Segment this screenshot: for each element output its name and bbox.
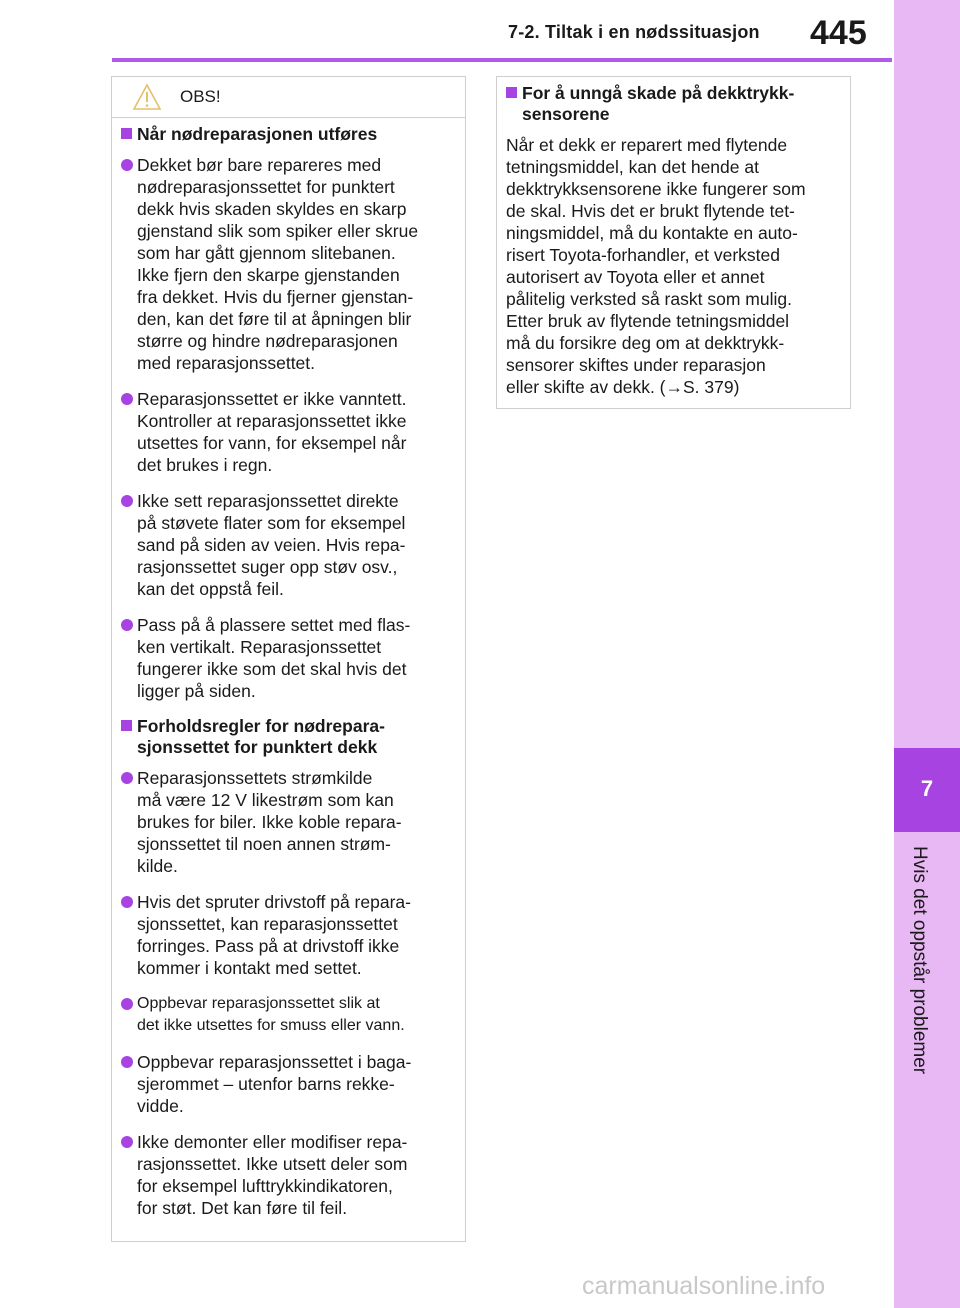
list-item: [121, 891, 455, 979]
heading-text: Når nødreparasjonen utføres: [137, 124, 378, 144]
watermark: carmanualsonline.info: [582, 1272, 826, 1300]
list-item: [121, 767, 455, 877]
chapter-side-tab: [894, 0, 960, 1308]
list-item: [121, 388, 455, 476]
caution-label: OBS!: [180, 87, 221, 106]
round-bullet-icon: [121, 619, 133, 631]
heading-text: Forholdsregler for nødrepara- sjonssettet for punktert dekk: [137, 716, 385, 757]
list-item-text: Reparasjonssettet er ikke vanntett. Kontroller at reparasjonssettet ikke utsettes for vann, for eksempel når det brukes i regn.: [137, 389, 407, 475]
section-heading: [121, 124, 455, 145]
list-item: [121, 1131, 455, 1219]
list-item-text: Oppbevar reparasjonssettet i baga- sjerommet – utenfor barns rekke- vidde.: [137, 1052, 412, 1116]
round-bullet-icon: [121, 1136, 133, 1148]
list-item-text: Pass på å plassere settet med flas- ken vertikalt. Reparasjonssettet fungerer ikke som det skal hvis det ligger på siden.: [137, 615, 411, 701]
list-item: [121, 490, 455, 600]
round-bullet-icon: [121, 393, 133, 405]
section-heading: [506, 83, 840, 125]
square-bullet-icon: [121, 128, 132, 139]
list-item: [121, 154, 455, 374]
warning-triangle-icon: [132, 83, 162, 116]
section-title: 7-2. Tiltak i en nødssituasjon: [508, 22, 760, 42]
section-heading: [121, 716, 455, 758]
round-bullet-icon: [121, 772, 133, 784]
list-item-text: Dekket bør bare repareres med nødreparasjonssettet for punktert dekk hvis skaden skyldes en skarp gjenstand slik som spiker eller skrue som har gått gjennom slitebanen. Ikke fjern den skarpe gjenstanden fra dekket. Hvis du fjerner gjenstan- den, kan det føre til at åpningen blir større og hindre nødreparasjonen med reparasjonssettet.: [137, 155, 419, 373]
chapter-number: 7: [920, 776, 934, 801]
list-item-text: Hvis det spruter drivstoff på repara- sjonssettet, kan reparasjonssettet forringes. Pass på at drivstoff ikke kommer i kontakt med settet.: [137, 892, 411, 978]
list-item: [121, 993, 455, 1037]
chapter-title: Hvis det oppstår problemer: [909, 846, 930, 1075]
round-bullet-icon: [121, 998, 133, 1010]
info-box: [496, 76, 851, 409]
list-item-text: Oppbevar reparasjonssettet slik at det ikke utsettes for smuss eller vann.: [137, 995, 405, 1034]
round-bullet-icon: [121, 1056, 133, 1068]
list-item: [121, 614, 455, 702]
list-item: [121, 1051, 455, 1117]
caution-box: [111, 76, 466, 1242]
list-item-text: Ikke sett reparasjonssettet direkte på støvete flater som for eksempel sand på siden av veien. Hvis repa- rasjonssettet suger opp støv osv., kan det oppstå feil.: [137, 491, 406, 599]
list-item-text: Ikke demonter eller modifiser repa- rasjonssettet. Ikke utsett deler som for eksempel lufttrykkindikatoren, for støt. Det kan føre til feil.: [137, 1132, 408, 1218]
list-item-text: Reparasjonssettets strømkilde må være 12 V likestrøm som kan brukes for biler. Ikke koble repara- sjonssettet til noen annen strøm- kilde.: [137, 768, 402, 876]
page-number: 445: [810, 14, 867, 52]
info-paragraph: Når et dekk er reparert med flytende tetningsmiddel, kan det hende at dekktrykksensorene ikke fungerer som de skal. Hvis det er brukt flytende tet- ningsmiddel, må du kontakte en auto- risert Toyota-forhandler, et verksted autorisert av Toyota eller et annet pålitelig verksted så raskt som mulig. Etter bruk av flytende tetningsmiddel må du forsikre deg om at dekktrykk- sensorer skiftes under reparasjon eller skifte av dekk. (→S. 379): [506, 135, 806, 397]
square-bullet-icon: [506, 87, 517, 98]
heading-text: For å unngå skade på dekktrykk- sensorene: [522, 83, 795, 124]
round-bullet-icon: [121, 896, 133, 908]
header-divider: [112, 58, 892, 62]
caution-header: [112, 77, 465, 118]
square-bullet-icon: [121, 720, 132, 731]
round-bullet-icon: [121, 495, 133, 507]
round-bullet-icon: [121, 159, 133, 171]
